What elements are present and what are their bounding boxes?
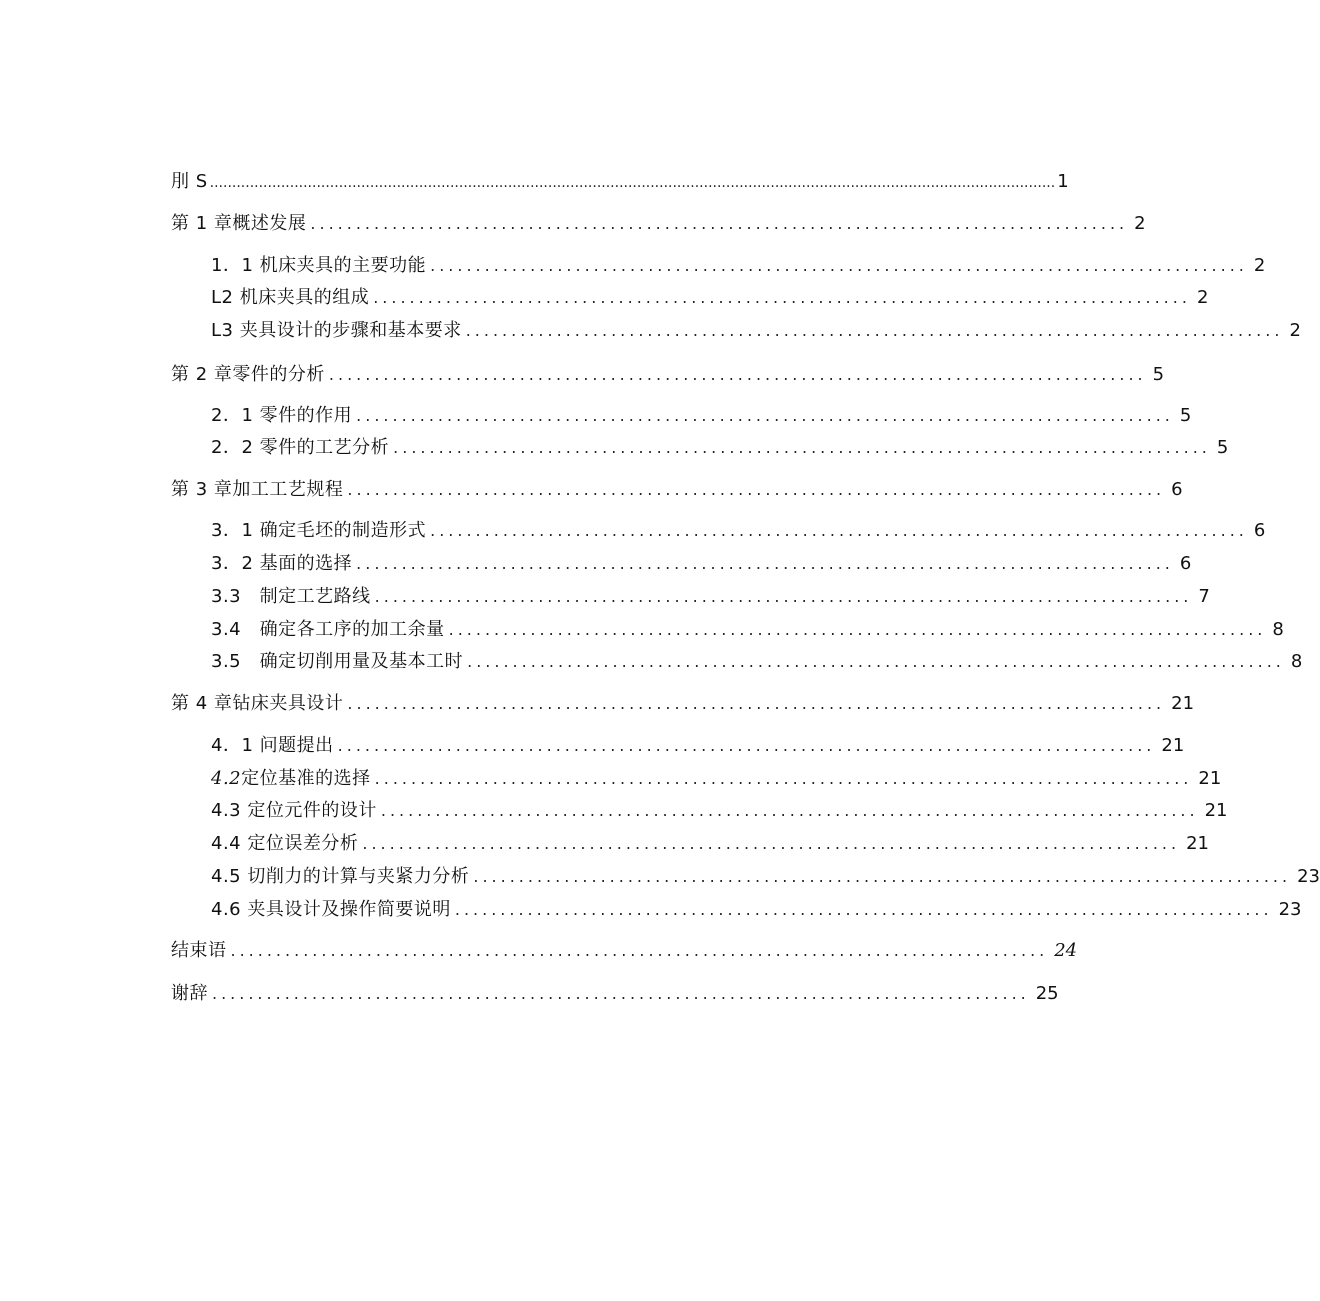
toc-entry-section-3-3 — [211, 585, 1210, 609]
toc-entry-section-2-2 — [211, 436, 1229, 460]
toc-entry-label: 3．1 确定毛坯的制造形式 — [211, 520, 427, 541]
toc-entry-page: 1 — [1057, 171, 1069, 192]
toc-entry-page: 8 — [1290, 651, 1303, 672]
toc-entry-page: 5 — [1179, 405, 1192, 426]
toc-entry-page: 21 — [1204, 800, 1228, 821]
toc-entry-label: 3.5 确定切削用量及基本工时 — [211, 651, 464, 672]
dot-leader: .......................................................................................... — [212, 984, 1030, 1003]
toc-entry-page: 5 — [1152, 364, 1165, 385]
toc-entry-page: 24 — [1054, 940, 1078, 961]
toc-entry-preface — [171, 170, 1069, 195]
toc-entry-section-2-1 — [211, 404, 1192, 428]
toc-entry-chapter-1 — [171, 212, 1146, 236]
dot-leader: .......................................................................................... — [430, 256, 1248, 275]
toc-entry-label: L3 夹具设计的步骤和基本要求 — [211, 320, 462, 341]
toc-entry-chapter-2 — [171, 363, 1165, 387]
toc-entry-label: 结束语 — [171, 940, 227, 961]
toc-entry-section-3-5 — [211, 650, 1303, 674]
dot-leader: .......................................................................................... — [362, 834, 1181, 853]
toc-entry-section-1-2 — [211, 286, 1209, 310]
toc-entry-acknowledgements — [171, 982, 1059, 1006]
toc-entry-section-4-5 — [211, 865, 1320, 889]
dot-leader: .......................................................................................... — [448, 620, 1267, 639]
dot-leader: .......................................................................................... — [230, 941, 1049, 960]
dot-leader: .......................................................................................... — [347, 694, 1166, 713]
toc-entry-page: 25 — [1035, 983, 1059, 1004]
toc-entry-label: 第 3 章加工工艺规程 — [171, 479, 344, 500]
toc-entry-page: 2 — [1196, 287, 1209, 308]
toc-entry-page: 21 — [1186, 833, 1209, 854]
toc-entry-label: 4．1 问题提出 — [211, 735, 334, 756]
dot-leader: .......................................................................................... — [356, 554, 1174, 573]
toc-entry-chapter-3 — [171, 478, 1183, 502]
dot-leader: .......................................................................................... — [356, 406, 1174, 425]
toc-entry-page: 23 — [1278, 899, 1302, 920]
toc-entry-conclusion — [171, 939, 1078, 963]
toc-entry-section-1-1 — [211, 254, 1266, 278]
toc-entry-section-4-4 — [211, 832, 1209, 856]
toc-entry-page: 2 — [1134, 213, 1146, 234]
dot-leader: .......................................................................................... — [328, 365, 1147, 384]
toc-entry-number: 4.2 — [211, 768, 242, 789]
toc-entry-page: 6 — [1253, 520, 1266, 541]
toc-entry-page: 6 — [1179, 553, 1192, 574]
toc-entry-page: 21 — [1198, 768, 1222, 789]
toc-entry-label: 4.3 定位元件的设计 — [211, 800, 377, 821]
dot-leader: .......................................................................................... — [467, 652, 1285, 671]
dot-leader: .......................................................................................... — [380, 801, 1199, 820]
toc-entry-page: 23 — [1297, 866, 1320, 887]
dot-leader: .......................................................................................... — [373, 288, 1191, 307]
toc-entry-section-3-4 — [211, 618, 1284, 642]
dot-leader: .......................................................................................... — [374, 587, 1193, 606]
toc-entry-label: 刖 S — [171, 171, 208, 192]
toc-entry-section-4-1 — [211, 734, 1185, 758]
toc-entry-title: 定位基准的选择 — [241, 768, 371, 789]
dot-leader: .......................................................................................... — [310, 214, 1129, 233]
toc-entry-section-3-1 — [211, 519, 1266, 543]
toc-entry-page: 2 — [1289, 320, 1301, 341]
toc-entry-label: 谢辞 — [171, 983, 208, 1004]
toc-entry-section-1-3 — [211, 319, 1301, 343]
toc-entry-label: 2．2 零件的工艺分析 — [211, 437, 390, 458]
toc-entry-section-4-6 — [211, 898, 1302, 922]
dot-leader: .......................................................................................... — [347, 480, 1166, 499]
toc-entry-label: 3.4 确定各工序的加工余量 — [211, 619, 445, 640]
toc-entry-page: 7 — [1198, 586, 1210, 607]
toc-entry-label: 4.5 切削力的计算与夹紧力分析 — [211, 866, 470, 887]
toc-entry-label: 第 4 章钻床夹具设计 — [171, 693, 344, 714]
toc-entry-label: 4.6 夹具设计及操作简要说明 — [211, 899, 451, 920]
dot-leader: .......................................................................................... — [337, 736, 1156, 755]
dot-leader: .............................................................................................................................................................................................. — [209, 175, 1056, 191]
toc-entry-label: 第 1 章概述发展 — [171, 213, 307, 234]
toc-entry-page: 21 — [1161, 735, 1185, 756]
toc-entry-page: 8 — [1272, 619, 1284, 640]
toc-entry-page: 6 — [1171, 479, 1183, 500]
dot-leader: .......................................................................................... — [393, 438, 1211, 457]
toc-entry-label — [211, 767, 371, 791]
dot-leader: .......................................................................................... — [473, 867, 1292, 886]
toc-entry-page: 5 — [1216, 437, 1229, 458]
toc-entry-section-3-2 — [211, 552, 1192, 576]
dot-leader: .......................................................................................... — [430, 521, 1248, 540]
toc-entry-label: 第 2 章零件的分析 — [171, 364, 325, 385]
toc-entry-label: 3.3 制定工艺路线 — [211, 586, 371, 607]
toc-entry-chapter-4 — [171, 692, 1195, 716]
dot-leader: .......................................................................................... — [374, 769, 1193, 788]
toc-entry-label: 2．1 零件的作用 — [211, 405, 353, 426]
toc-entry-section-4-2 — [211, 767, 1222, 791]
toc-entry-label: 4.4 定位误差分析 — [211, 833, 359, 854]
toc-entry-label: L2 机床夹具的组成 — [211, 287, 370, 308]
dot-leader: .......................................................................................... — [465, 321, 1284, 340]
toc-entry-page: 2 — [1253, 255, 1266, 276]
toc-entry-page: 21 — [1171, 693, 1195, 714]
toc-entry-section-4-3 — [211, 799, 1228, 823]
toc-entry-label: 3．2 基面的选择 — [211, 553, 353, 574]
dot-leader: .......................................................................................... — [454, 900, 1273, 919]
toc-entry-label: 1．1 机床夹具的主要功能 — [211, 255, 427, 276]
